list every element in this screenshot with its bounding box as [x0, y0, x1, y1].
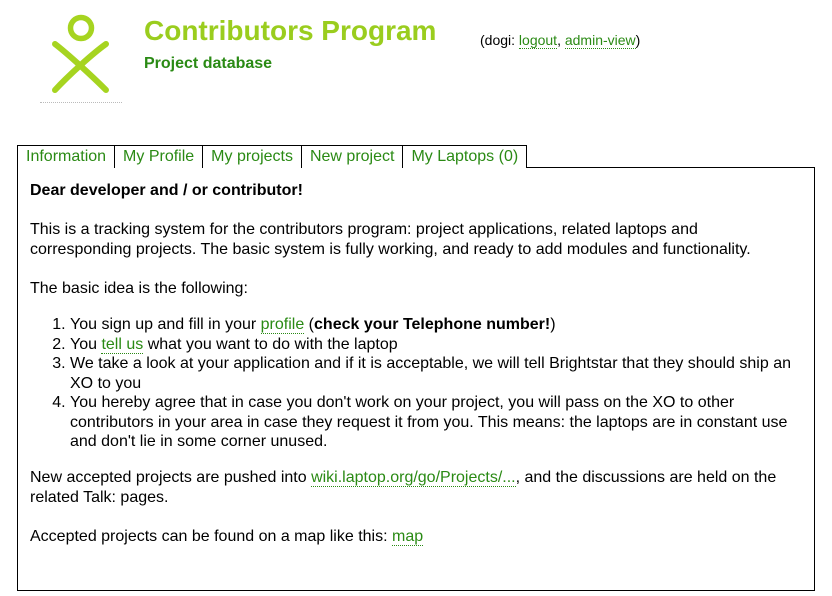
site-subtitle: Project database [144, 55, 273, 72]
step-2-text: You [70, 335, 102, 353]
step-1-paren-open: ( [304, 316, 315, 333]
map-text [30, 527, 802, 547]
intro-text: This is a tracking system for the contributors program: project applications, related laptops and corresponding projects. The basic system is fully working, and ready to add modules and functionality. [30, 221, 751, 258]
step-1 [70, 315, 802, 335]
user-prefix: (dogi: [480, 32, 519, 48]
steps-list [30, 315, 802, 452]
step-2-text-end: what you want to do with the laptop [143, 335, 398, 353]
xo-logo-icon [48, 14, 112, 98]
step-2 [70, 335, 802, 355]
site-title: Contributors Program [144, 15, 437, 46]
user-suffix: ) [635, 32, 641, 48]
step-1-paren-close: ) [550, 316, 556, 333]
tab-bar [17, 145, 527, 168]
step-1-text: You sign up and fill in your [70, 316, 261, 333]
content-panel [17, 167, 815, 591]
step-3: 3. We take a look at your application and if it is acceptable, we will tell Brightstar that they should ship an XO to you [70, 354, 802, 393]
user-separator: , [557, 32, 565, 48]
tab-my-laptops[interactable]: My Laptops (0) [403, 145, 527, 168]
map-text-start: Accepted projects can be found on a map like this: [30, 527, 392, 545]
logo [40, 12, 122, 103]
telephone-note: check your Telephone number! [314, 316, 551, 333]
tab-information[interactable]: Information [17, 145, 115, 168]
admin-view-link[interactable]: admin-view [564, 32, 636, 48]
greeting: Dear developer and / or contributor! [30, 182, 303, 199]
idea-heading: The basic idea is the following: [30, 280, 248, 297]
tell-us-link[interactable]: tell us [101, 335, 144, 353]
map-link[interactable]: map [392, 527, 424, 545]
tab-my-projects[interactable]: My projects [203, 145, 302, 168]
projects-pushed-text [30, 468, 802, 508]
user-info [480, 32, 640, 48]
wiki-projects-link[interactable]: wiki.laptop.org/go/Projects/... [311, 468, 516, 486]
logout-link[interactable]: logout [518, 32, 558, 48]
pushed-text-end: , and the discussions are held on the related Talk: pages. [30, 468, 777, 506]
step-4: 4. You hereby agree that in case you don't work on your project, you will pass on the XO to other contributors in your area in case they request it from you. This means: the laptops are in constant use and don't lie in some corner unused. [70, 393, 802, 452]
tab-my-profile[interactable]: My Profile [115, 145, 203, 168]
pushed-text-start: New accepted projects are pushed into [30, 468, 312, 486]
tab-new-project[interactable]: New project [302, 145, 403, 168]
profile-link[interactable]: profile [260, 316, 305, 333]
